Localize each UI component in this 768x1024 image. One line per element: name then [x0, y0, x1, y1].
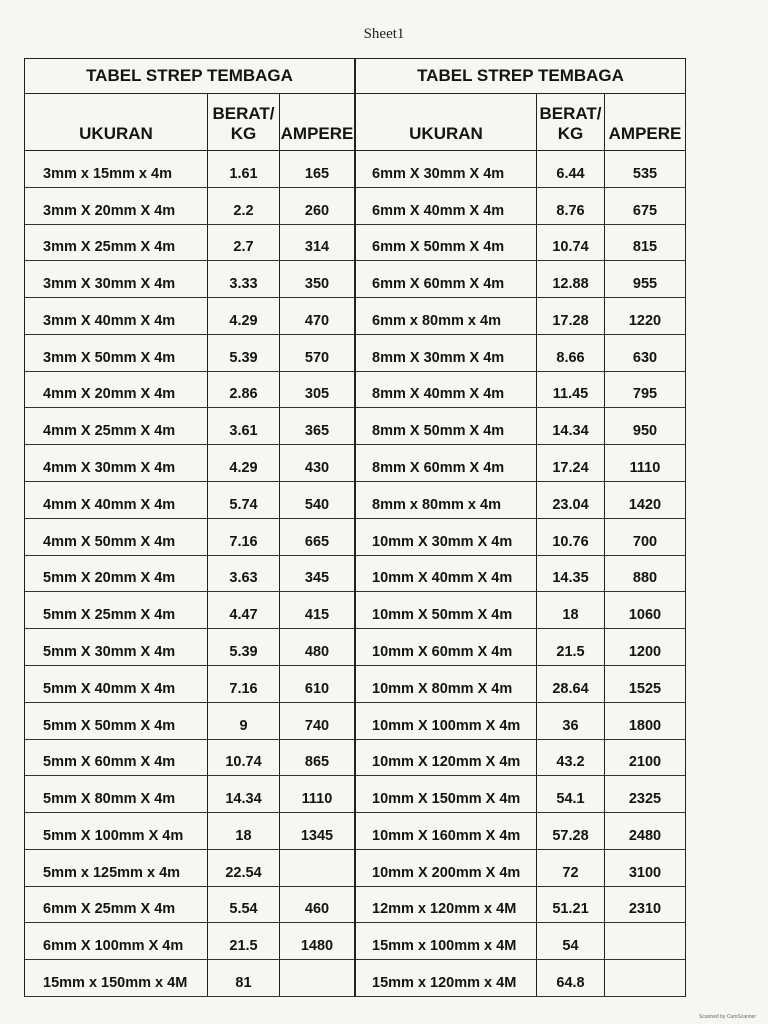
- cell-ampere: 950: [604, 408, 685, 444]
- cell-ukuran: 3mm x 15mm x 4m: [43, 165, 172, 182]
- cell-ukuran: 5mm X 80mm X 4m: [43, 791, 176, 808]
- table-row: [25, 519, 354, 556]
- cell-ukuran: 6mm X 100mm X 4m: [43, 938, 184, 955]
- cell-ukuran: 5mm x 125mm x 4m: [43, 864, 181, 881]
- cell-berat-kg: 64.8: [536, 960, 604, 996]
- cell-ampere: 345: [279, 556, 354, 592]
- cell-ampere: 630: [604, 335, 685, 371]
- cell-ukuran: 6mm x 80mm x 4m: [372, 312, 501, 329]
- table-row: [25, 372, 354, 409]
- cell-ukuran: 4mm X 50mm X 4m: [43, 533, 176, 550]
- cell-berat-kg: 9: [207, 703, 279, 739]
- cell-ampere: 2480: [604, 813, 685, 849]
- cell-berat-kg: 72: [536, 850, 604, 886]
- cell-ampere: 1345: [279, 813, 354, 849]
- cell-ampere: 665: [279, 519, 354, 555]
- cell-berat-kg: 22.54: [207, 850, 279, 886]
- cell-ampere: 1800: [604, 703, 685, 739]
- cell-berat-kg: 5.54: [207, 887, 279, 923]
- cell-ampere: [604, 960, 685, 996]
- cell-berat-kg: 2.7: [207, 225, 279, 261]
- cell-ampere: 430: [279, 445, 354, 481]
- cell-ukuran: 10mm X 60mm X 4m: [372, 643, 513, 660]
- cell-ampere: 480: [279, 629, 354, 665]
- table-row: [25, 850, 354, 887]
- cell-ampere: 350: [279, 261, 354, 297]
- cell-ampere: 1480: [279, 923, 354, 959]
- header-ukuran: UKURAN: [409, 124, 483, 143]
- cell-ampere: 415: [279, 592, 354, 628]
- cell-berat-kg: 54: [536, 923, 604, 959]
- cell-ukuran: 4mm X 30mm X 4m: [43, 460, 176, 477]
- cell-ukuran: 5mm X 20mm X 4m: [43, 570, 176, 587]
- cell-berat-kg: 6.44: [536, 151, 604, 187]
- table-row: [25, 445, 354, 482]
- cell-ampere: 260: [279, 188, 354, 224]
- cell-ampere: 880: [604, 556, 685, 592]
- cell-ukuran: 10mm X 80mm X 4m: [372, 680, 513, 697]
- cell-berat-kg: 10.76: [536, 519, 604, 555]
- cell-ampere: 675: [604, 188, 685, 224]
- cell-ampere: 740: [279, 703, 354, 739]
- cell-ampere: 2325: [604, 776, 685, 812]
- cell-ukuran: 3mm X 40mm X 4m: [43, 312, 176, 329]
- table-row: [356, 408, 685, 445]
- cell-ukuran: 8mm x 80mm x 4m: [372, 496, 501, 513]
- table-row: [356, 445, 685, 482]
- scan-watermark: Scanned by CamScanner: [699, 1014, 756, 1020]
- cell-ukuran: 12mm x 120mm x 4M: [372, 901, 517, 918]
- sheet-title: Sheet1: [363, 26, 405, 42]
- table-row: [25, 740, 354, 777]
- cell-berat-kg: 8.66: [536, 335, 604, 371]
- cell-berat-kg: 23.04: [536, 482, 604, 518]
- cell-ukuran: 10mm X 30mm X 4m: [372, 533, 513, 550]
- cell-ukuran: 10mm X 50mm X 4m: [372, 607, 513, 624]
- cell-ukuran: 15mm x 150mm x 4M: [43, 974, 188, 991]
- table-row: [25, 556, 354, 593]
- table-row: [25, 813, 354, 850]
- table-row: [356, 335, 685, 372]
- cell-ukuran: 5mm X 100mm X 4m: [43, 827, 184, 844]
- cell-berat-kg: 54.1: [536, 776, 604, 812]
- table-title-left: TABEL STREP TEMBAGA: [25, 59, 354, 94]
- table-row: [356, 519, 685, 556]
- cell-berat-kg: 11.45: [536, 372, 604, 408]
- cell-ampere: 540: [279, 482, 354, 518]
- cell-berat-kg: 51.21: [536, 887, 604, 923]
- cell-berat-kg: 21.5: [207, 923, 279, 959]
- table-row: [356, 887, 685, 924]
- table-row: [25, 482, 354, 519]
- cell-ukuran: 5mm X 25mm X 4m: [43, 607, 176, 624]
- cell-berat-kg: 7.16: [207, 666, 279, 702]
- table-row: [25, 592, 354, 629]
- cell-berat-kg: 3.63: [207, 556, 279, 592]
- cell-ukuran: 10mm X 160mm X 4m: [372, 827, 521, 844]
- table-row: [356, 372, 685, 409]
- table-row: [25, 923, 354, 960]
- table-row: [356, 592, 685, 629]
- cell-ukuran: 5mm X 50mm X 4m: [43, 717, 176, 734]
- cell-berat-kg: 8.76: [536, 188, 604, 224]
- cell-berat-kg: 14.34: [536, 408, 604, 444]
- table-right: [354, 59, 685, 997]
- cell-berat-kg: 5.39: [207, 629, 279, 665]
- cell-berat-kg: 81: [207, 960, 279, 996]
- cell-ukuran: 10mm X 40mm X 4m: [372, 570, 513, 587]
- table-row: [356, 703, 685, 740]
- table-row: [356, 151, 685, 188]
- table-row: [356, 740, 685, 777]
- cell-ukuran: 5mm X 40mm X 4m: [43, 680, 176, 697]
- cell-ukuran: 10mm X 100mm X 4m: [372, 717, 521, 734]
- cell-ampere: [279, 850, 354, 886]
- header-ampere: AMPERE: [604, 94, 685, 150]
- cell-berat-kg: 18: [207, 813, 279, 849]
- cell-ukuran: 6mm X 30mm X 4m: [372, 165, 505, 182]
- table-row: [25, 225, 354, 262]
- cell-berat-kg: 17.24: [536, 445, 604, 481]
- rows-left: [25, 151, 354, 997]
- cell-berat-kg: 4.29: [207, 445, 279, 481]
- table-row: [356, 629, 685, 666]
- cell-berat-kg: 7.16: [207, 519, 279, 555]
- cell-ukuran: 6mm X 60mm X 4m: [372, 276, 505, 293]
- cell-ampere: 365: [279, 408, 354, 444]
- cell-ampere: 865: [279, 740, 354, 776]
- cell-ampere: 1200: [604, 629, 685, 665]
- table-row: [356, 776, 685, 813]
- cell-berat-kg: 12.88: [536, 261, 604, 297]
- cell-ampere: 815: [604, 225, 685, 261]
- cell-ampere: 955: [604, 261, 685, 297]
- cell-ampere: 1110: [604, 445, 685, 481]
- cell-ukuran: 8mm X 30mm X 4m: [372, 349, 505, 366]
- table-row: [356, 850, 685, 887]
- table-row: [356, 261, 685, 298]
- header-ampere: AMPERE: [279, 94, 354, 150]
- cell-ampere: 470: [279, 298, 354, 334]
- cell-berat-kg: 14.35: [536, 556, 604, 592]
- cell-ampere: 1110: [279, 776, 354, 812]
- cell-ukuran: 10mm X 120mm X 4m: [372, 754, 521, 771]
- cell-ampere: [279, 960, 354, 996]
- table-title-right: TABEL STREP TEMBAGA: [356, 59, 685, 94]
- cell-ukuran: 8mm X 50mm X 4m: [372, 423, 505, 440]
- cell-ampere: 2310: [604, 887, 685, 923]
- table-row: [25, 629, 354, 666]
- table-row: [25, 408, 354, 445]
- column-headers-left: [25, 94, 354, 151]
- cell-berat-kg: 4.29: [207, 298, 279, 334]
- cell-berat-kg: 5.39: [207, 335, 279, 371]
- table-row: [356, 813, 685, 850]
- cell-berat-kg: 3.61: [207, 408, 279, 444]
- cell-ampere: 460: [279, 887, 354, 923]
- cell-ukuran: 6mm X 40mm X 4m: [372, 202, 505, 219]
- cell-ampere: 570: [279, 335, 354, 371]
- cell-ukuran: 3mm X 30mm X 4m: [43, 276, 176, 293]
- cell-ukuran: 4mm X 40mm X 4m: [43, 496, 176, 513]
- table-row: [356, 482, 685, 519]
- table-row: [356, 666, 685, 703]
- cell-ukuran: 5mm X 60mm X 4m: [43, 754, 176, 771]
- cell-ukuran: 5mm X 30mm X 4m: [43, 643, 176, 660]
- table-row: [25, 887, 354, 924]
- cell-ukuran: 4mm X 25mm X 4m: [43, 423, 176, 440]
- cell-ampere: 305: [279, 372, 354, 408]
- table-row: [25, 261, 354, 298]
- cell-berat-kg: 10.74: [536, 225, 604, 261]
- table-row: [25, 703, 354, 740]
- cell-ukuran: 3mm X 25mm X 4m: [43, 239, 176, 256]
- cell-berat-kg: 28.64: [536, 666, 604, 702]
- cell-ukuran: 10mm X 200mm X 4m: [372, 864, 521, 881]
- cell-ampere: 3100: [604, 850, 685, 886]
- cell-berat-kg: 10.74: [207, 740, 279, 776]
- cell-ampere: 165: [279, 151, 354, 187]
- column-headers-right: [356, 94, 685, 151]
- table-row: [25, 188, 354, 225]
- cell-ampere: 610: [279, 666, 354, 702]
- cell-ampere: 1060: [604, 592, 685, 628]
- cell-ampere: 2100: [604, 740, 685, 776]
- cell-berat-kg: 2.86: [207, 372, 279, 408]
- cell-berat-kg: 5.74: [207, 482, 279, 518]
- table-row: [25, 298, 354, 335]
- table-row: [356, 960, 685, 997]
- table-left: [25, 59, 354, 997]
- rows-right: [356, 151, 685, 997]
- table-row: [25, 776, 354, 813]
- cell-berat-kg: 57.28: [536, 813, 604, 849]
- cell-ukuran: 8mm X 60mm X 4m: [372, 460, 505, 477]
- cell-ampere: 1420: [604, 482, 685, 518]
- cell-ampere: 1525: [604, 666, 685, 702]
- cell-berat-kg: 43.2: [536, 740, 604, 776]
- cell-berat-kg: 14.34: [207, 776, 279, 812]
- cell-ampere: 314: [279, 225, 354, 261]
- cell-ampere: 700: [604, 519, 685, 555]
- cell-ukuran: 15mm x 120mm x 4M: [372, 974, 517, 991]
- table-row: [356, 298, 685, 335]
- header-berat-kg: BERAT/ KG: [207, 94, 279, 150]
- cell-berat-kg: 36: [536, 703, 604, 739]
- cell-ukuran: 3mm X 20mm X 4m: [43, 202, 176, 219]
- cell-ukuran: 10mm X 150mm X 4m: [372, 791, 521, 808]
- cell-berat-kg: 17.28: [536, 298, 604, 334]
- table-row: [356, 923, 685, 960]
- cell-ukuran: 6mm X 25mm X 4m: [43, 901, 176, 918]
- cell-berat-kg: 21.5: [536, 629, 604, 665]
- cell-ukuran: 15mm x 100mm x 4M: [372, 938, 517, 955]
- cell-ampere: 795: [604, 372, 685, 408]
- cell-ampere: 1220: [604, 298, 685, 334]
- cell-ampere: 535: [604, 151, 685, 187]
- cell-ukuran: 4mm X 20mm X 4m: [43, 386, 176, 403]
- table-row: [356, 188, 685, 225]
- table-row: [356, 225, 685, 262]
- cell-berat-kg: 18: [536, 592, 604, 628]
- cell-berat-kg: 1.61: [207, 151, 279, 187]
- cell-berat-kg: 4.47: [207, 592, 279, 628]
- copper-strip-table: [24, 58, 686, 997]
- cell-ukuran: 6mm X 50mm X 4m: [372, 239, 505, 256]
- cell-ampere: [604, 923, 685, 959]
- table-row: [25, 335, 354, 372]
- table-row: [25, 960, 354, 997]
- table-row: [356, 556, 685, 593]
- table-row: [25, 151, 354, 188]
- cell-berat-kg: 3.33: [207, 261, 279, 297]
- cell-ukuran: 3mm X 50mm X 4m: [43, 349, 176, 366]
- cell-berat-kg: 2.2: [207, 188, 279, 224]
- table-row: [25, 666, 354, 703]
- cell-ukuran: 8mm X 40mm X 4m: [372, 386, 505, 403]
- header-berat-kg: BERAT/ KG: [536, 94, 604, 150]
- header-ukuran: UKURAN: [79, 124, 153, 143]
